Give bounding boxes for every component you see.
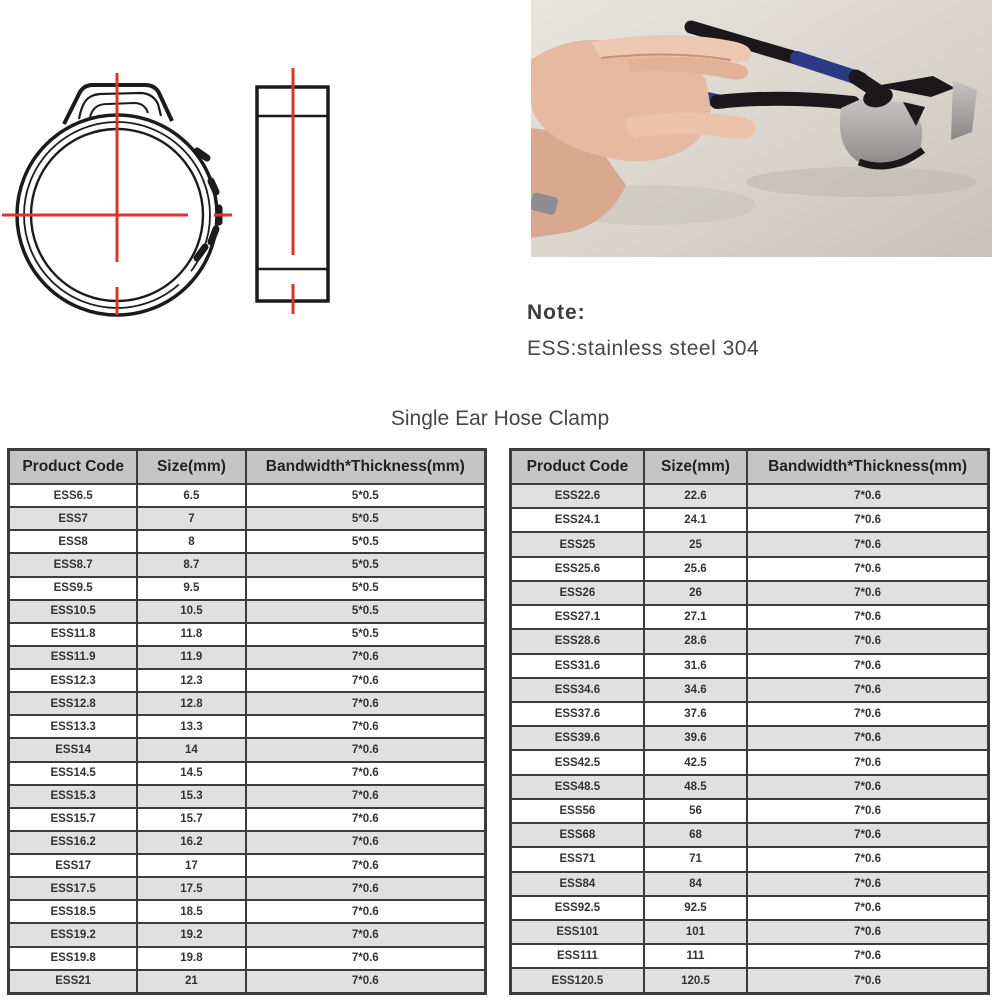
cell: 7*0.6 xyxy=(246,900,486,923)
cell: 7*0.6 xyxy=(747,605,988,629)
cell: 7*0.6 xyxy=(246,715,486,738)
cell: 48.5 xyxy=(644,775,747,799)
cell: ESS17 xyxy=(9,854,138,877)
clamp-front-view-drawing xyxy=(2,73,232,315)
cell: ESS22.6 xyxy=(511,484,644,508)
cell: 7*0.6 xyxy=(246,854,486,877)
cell: 22.6 xyxy=(644,484,747,508)
cell: ESS31.6 xyxy=(511,654,644,678)
cell: 9.5 xyxy=(137,577,245,600)
cell: 7*0.6 xyxy=(747,557,988,581)
cell: 24.1 xyxy=(644,508,747,532)
cell: 5*0.5 xyxy=(246,600,486,623)
table-row xyxy=(9,484,486,507)
cell: ESS6.5 xyxy=(9,484,138,507)
cell: ESS11.9 xyxy=(9,646,138,669)
table-row xyxy=(9,577,486,600)
cell: 13.3 xyxy=(137,715,245,738)
cell: ESS120.5 xyxy=(511,968,644,993)
table-row xyxy=(9,900,486,923)
cell: 7*0.6 xyxy=(246,646,486,669)
cell: 8 xyxy=(137,530,245,553)
cell: ESS19.2 xyxy=(9,923,138,946)
cell: ESS26 xyxy=(511,581,644,605)
cell: 101 xyxy=(644,920,747,944)
table-row xyxy=(511,702,989,726)
table-row xyxy=(9,623,486,646)
cell: ESS18.5 xyxy=(9,900,138,923)
cell: 7*0.6 xyxy=(246,692,486,715)
table-row xyxy=(511,557,989,581)
cell: ESS28.6 xyxy=(511,629,644,653)
cell: 84 xyxy=(644,872,747,896)
cell: 28.6 xyxy=(644,629,747,653)
cell: ESS21 xyxy=(9,970,138,994)
table-row xyxy=(511,654,989,678)
cell: 31.6 xyxy=(644,654,747,678)
cell: ESS16.2 xyxy=(9,831,138,854)
column-header: Size(mm) xyxy=(137,450,245,485)
cell: ESS14 xyxy=(9,738,138,761)
cell: 5*0.5 xyxy=(246,484,486,507)
table-row xyxy=(511,484,989,508)
table-row xyxy=(511,678,989,702)
cell: 120.5 xyxy=(644,968,747,993)
cell: ESS12.8 xyxy=(9,692,138,715)
cell: 16.2 xyxy=(137,831,245,854)
cell: 27.1 xyxy=(644,605,747,629)
table-row xyxy=(9,600,486,623)
cell: 7*0.6 xyxy=(747,484,988,508)
product-photo xyxy=(531,0,992,257)
table-row xyxy=(511,920,989,944)
column-header: Size(mm) xyxy=(644,450,747,485)
cell: 7*0.6 xyxy=(246,970,486,994)
cell: 7*0.6 xyxy=(246,738,486,761)
page-title: Single Ear Hose Clamp xyxy=(390,407,610,430)
cell: ESS111 xyxy=(511,944,644,968)
table-header xyxy=(9,450,486,485)
table-row xyxy=(9,669,486,692)
cell: 5*0.5 xyxy=(246,507,486,530)
table-row xyxy=(9,947,486,970)
table-row xyxy=(511,968,989,993)
table-row xyxy=(511,944,989,968)
note-text: ESS:stainless steel 304 xyxy=(527,337,760,360)
cell: ESS13.3 xyxy=(9,715,138,738)
cell: 5*0.5 xyxy=(246,530,486,553)
cell: ESS39.6 xyxy=(511,726,644,750)
cell: 7*0.6 xyxy=(246,831,486,854)
cell: ESS27.1 xyxy=(511,605,644,629)
table-row xyxy=(9,715,486,738)
cell: ESS92.5 xyxy=(511,896,644,920)
cell: 92.5 xyxy=(644,896,747,920)
cell: ESS10.5 xyxy=(9,600,138,623)
table-row xyxy=(511,508,989,532)
cell: ESS7 xyxy=(9,507,138,530)
cell: 15.3 xyxy=(137,785,245,808)
cell: 34.6 xyxy=(644,678,747,702)
table-row xyxy=(511,629,989,653)
column-header: Bandwidth*Thickness(mm) xyxy=(747,450,988,485)
cell: 12.8 xyxy=(137,692,245,715)
spec-table-left-wrap xyxy=(7,448,487,995)
cell: 7*0.6 xyxy=(747,896,988,920)
cell: ESS15.7 xyxy=(9,808,138,831)
cell: 7*0.6 xyxy=(747,532,988,556)
table-row xyxy=(9,877,486,900)
table-row xyxy=(9,762,486,785)
cell: 7*0.6 xyxy=(747,581,988,605)
column-header: Product Code xyxy=(511,450,644,485)
cell: 21 xyxy=(137,970,245,994)
table-row xyxy=(9,831,486,854)
cell: 7*0.6 xyxy=(747,847,988,871)
cell: ESS12.3 xyxy=(9,669,138,692)
cell: ESS71 xyxy=(511,847,644,871)
table-row xyxy=(511,872,989,896)
table-row xyxy=(9,854,486,877)
cell: ESS84 xyxy=(511,872,644,896)
column-header: Product Code xyxy=(9,450,138,485)
clamp-side-view-drawing xyxy=(257,68,328,314)
cell: ESS11.8 xyxy=(9,623,138,646)
cell: 26 xyxy=(644,581,747,605)
cell: ESS34.6 xyxy=(511,678,644,702)
cell: 8.7 xyxy=(137,553,245,576)
cell: ESS19.8 xyxy=(9,947,138,970)
cell: 18.5 xyxy=(137,900,245,923)
cell: 7*0.6 xyxy=(246,785,486,808)
cell: 10.5 xyxy=(137,600,245,623)
cell: 5*0.5 xyxy=(246,577,486,600)
cell: ESS68 xyxy=(511,823,644,847)
cell: 7*0.6 xyxy=(747,654,988,678)
cell: 14 xyxy=(137,738,245,761)
column-header: Bandwidth*Thickness(mm) xyxy=(246,450,486,485)
cell: 5*0.5 xyxy=(246,623,486,646)
cell: 42.5 xyxy=(644,750,747,774)
cell: 7*0.6 xyxy=(747,944,988,968)
cell: 7*0.6 xyxy=(747,968,988,993)
table-row xyxy=(511,726,989,750)
table-row xyxy=(9,970,486,994)
table-row xyxy=(9,738,486,761)
cell: 7*0.6 xyxy=(246,808,486,831)
cell: 7*0.6 xyxy=(747,823,988,847)
cell: ESS56 xyxy=(511,799,644,823)
table-row xyxy=(9,808,486,831)
cell: 7*0.6 xyxy=(246,669,486,692)
cell: 7*0.6 xyxy=(246,762,486,785)
cell: 17.5 xyxy=(137,877,245,900)
table-row xyxy=(511,896,989,920)
cell: ESS42.5 xyxy=(511,750,644,774)
spec-table-left xyxy=(7,448,487,995)
table-row xyxy=(9,785,486,808)
cell: 7*0.6 xyxy=(747,508,988,532)
cell: 11.9 xyxy=(137,646,245,669)
cell: 6.5 xyxy=(137,484,245,507)
cell: 68 xyxy=(644,823,747,847)
cell: 7*0.6 xyxy=(747,629,988,653)
spec-table-right xyxy=(509,448,990,995)
cell: 7*0.6 xyxy=(747,702,988,726)
table-row xyxy=(9,923,486,946)
table-row xyxy=(511,799,989,823)
cell: ESS15.3 xyxy=(9,785,138,808)
cell: 17 xyxy=(137,854,245,877)
cell: 12.3 xyxy=(137,669,245,692)
tool-shadow xyxy=(746,167,976,197)
cell: ESS8.7 xyxy=(9,553,138,576)
cell: 7*0.6 xyxy=(747,775,988,799)
cell: 7*0.6 xyxy=(747,726,988,750)
cell: 111 xyxy=(644,944,747,968)
note-label: Note: xyxy=(527,301,586,324)
cell: ESS48.5 xyxy=(511,775,644,799)
technical-drawing xyxy=(0,0,360,340)
cell: 19.2 xyxy=(137,923,245,946)
cell: 15.7 xyxy=(137,808,245,831)
cell: ESS8 xyxy=(9,530,138,553)
cell: 7*0.6 xyxy=(747,799,988,823)
cell: 7*0.6 xyxy=(246,923,486,946)
cell: 7*0.6 xyxy=(246,877,486,900)
table-row xyxy=(511,750,989,774)
table-row xyxy=(9,553,486,576)
table-row xyxy=(9,646,486,669)
centerline-cross xyxy=(2,73,232,315)
cell: 5*0.5 xyxy=(246,553,486,576)
cell: ESS101 xyxy=(511,920,644,944)
table-row xyxy=(511,823,989,847)
cell: 56 xyxy=(644,799,747,823)
cell: 7 xyxy=(137,507,245,530)
table-row xyxy=(9,530,486,553)
cell: 25 xyxy=(644,532,747,556)
table-row xyxy=(9,507,486,530)
cell: 14.5 xyxy=(137,762,245,785)
cell: ESS14.5 xyxy=(9,762,138,785)
spec-table-right-wrap xyxy=(509,448,990,995)
cell: ESS24.1 xyxy=(511,508,644,532)
cell: 19.8 xyxy=(137,947,245,970)
cell: 7*0.6 xyxy=(747,678,988,702)
cell: 11.8 xyxy=(137,623,245,646)
table-row xyxy=(511,605,989,629)
cell: 7*0.6 xyxy=(747,920,988,944)
cell: ESS25.6 xyxy=(511,557,644,581)
table-row xyxy=(511,532,989,556)
cell: 25.6 xyxy=(644,557,747,581)
cell: ESS25 xyxy=(511,532,644,556)
cell: 37.6 xyxy=(644,702,747,726)
cell: 71 xyxy=(644,847,747,871)
cell: 39.6 xyxy=(644,726,747,750)
table-row xyxy=(511,775,989,799)
cell: 7*0.6 xyxy=(747,872,988,896)
cell: ESS9.5 xyxy=(9,577,138,600)
cell: 7*0.6 xyxy=(747,750,988,774)
table-row xyxy=(9,692,486,715)
cell: ESS17.5 xyxy=(9,877,138,900)
table-row xyxy=(511,847,989,871)
cell: 7*0.6 xyxy=(246,947,486,970)
table-header xyxy=(511,450,989,485)
table-row xyxy=(511,581,989,605)
note-block xyxy=(527,301,759,361)
cell: ESS37.6 xyxy=(511,702,644,726)
